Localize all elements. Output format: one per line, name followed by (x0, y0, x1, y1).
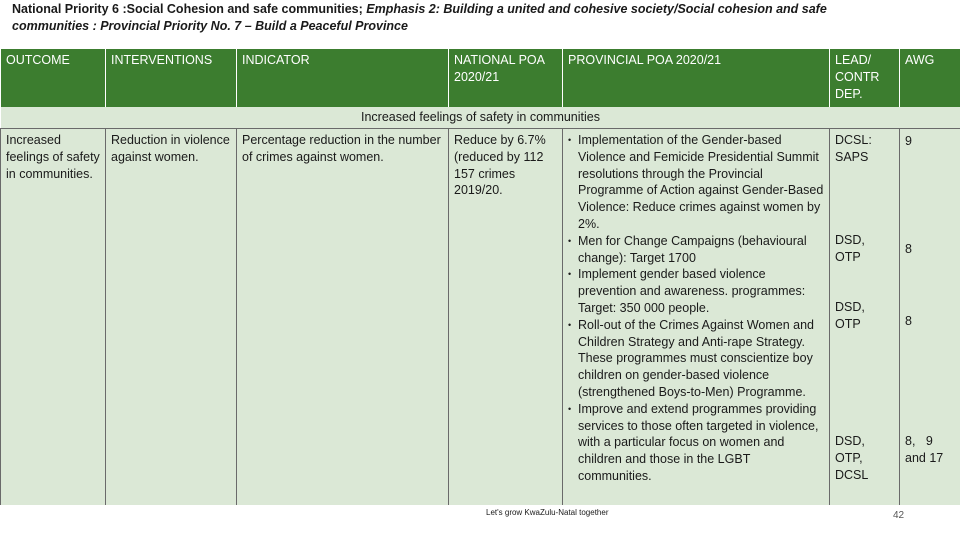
title-line2: communities : Provincial Priority No. 7 – Build a Peaceful Province (12, 19, 408, 33)
header-outcome: OUTCOME (1, 49, 106, 107)
header-provincial-poa: PROVINCIAL POA 2020/21 (563, 49, 830, 107)
section-band-row (1, 107, 960, 129)
section-band: Increased feelings of safety in communities (1, 107, 960, 129)
lead-2: DSD, OTP (835, 233, 865, 264)
lead-3: DSD, OTP (835, 300, 865, 331)
cell-lead (830, 129, 900, 506)
header-row (1, 49, 960, 107)
lead-4: DSD, OTP, DCSL (835, 434, 869, 482)
awg-2: 8 (905, 242, 912, 256)
page-title (12, 1, 952, 35)
priority-table (0, 49, 960, 505)
footer-slogan: Let's grow KwaZulu-Natal together (486, 508, 609, 517)
title-line1-a: National Priority 6 :Social Cohesion and safe communities; (12, 2, 367, 16)
provincial-action-3: • Implement gender based violence prevention and awareness. programmes: Target: 350 000 people. (568, 266, 824, 316)
provincial-action-5: • Improve and extend programmes providing services to those often targeted in violence, with a particular focus on women and children and those in the LGBT communities. (568, 401, 824, 485)
cell-indicator: Percentage reduction in the number of crimes against women. (237, 129, 449, 506)
cell-intervention: Reduction in violence against women. (106, 129, 237, 506)
header-indicator: INDICATOR (237, 49, 449, 107)
cell-national: Reduce by 6.7% (reduced by 112 157 crimes 2019/20. (449, 129, 563, 506)
provincial-action-4: • Roll-out of the Crimes Against Women and Children Strategy and Anti-rape Strategy. These programmes must conscientize boy children on gender-based violence (strengthened Boys-to-Men) Programme. (568, 317, 824, 401)
provincial-action-2: • Men for Change Campaigns (behavioural change): Target 1700 (568, 233, 824, 267)
header-interventions: INTERVENTIONS (106, 49, 237, 107)
page-number: 42 (893, 510, 905, 521)
header-lead: LEAD/ CONTR DEP. (830, 49, 900, 107)
header-awg: AWG (900, 49, 960, 107)
table-row (1, 129, 960, 506)
cell-outcome: Increased feelings of safety in communities. (1, 129, 106, 506)
cell-provincial (563, 129, 830, 506)
awg-4: 8, 9 and 17 (905, 434, 944, 465)
title-line1-b: Emphasis 2: Building a united and cohesive society/Social cohesion and safe (366, 2, 827, 16)
awg-3: 8 (905, 314, 912, 328)
awg-1: 9 (905, 134, 912, 148)
header-national-poa: NATIONAL POA 2020/21 (449, 49, 563, 107)
lead-1: DCSL: SAPS (835, 133, 872, 164)
cell-awg (900, 129, 960, 506)
provincial-action-1: • Implementation of the Gender-based Violence and Femicide Presidential Summit resolutions through the Provincial Programme of Action against Gender-Based Violence: Reduce crimes against women by 2%. (568, 132, 824, 233)
